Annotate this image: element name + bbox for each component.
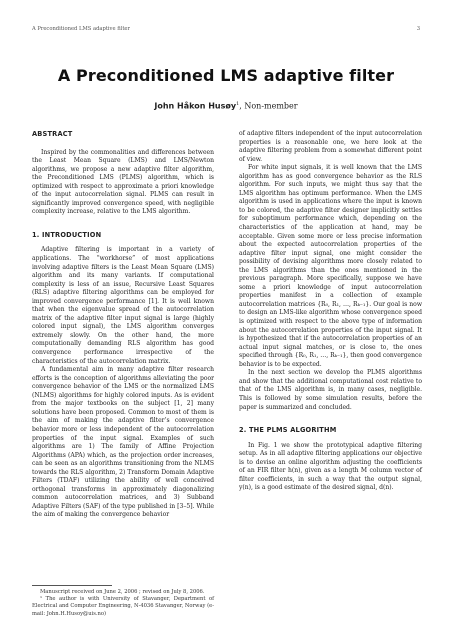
author-line <box>0 101 452 111</box>
running-title: A Preconditioned LMS adaptive filter <box>32 26 130 32</box>
intro-paragraph-4: For white input signals, it is well known that the LMS algorithm has as good convergence behavior as the RLS algorithm. For such inputs, we might thus say that the LMS algorithm has optimum performance. When the LMS algorithm is used in applications where the input is known to be colored, the adaptive filter designer implicitly settles for suboptimum performance which, depending on the characteristics of the application at hand, may be acceptable. Given some more or less precise information about the expected autocorrelation properties of the adaptive filter input signal, one might consider the possibility of devising algorithms more closely related to the LMS algorithms than the ones mentioned in the previous paragraph. More specifically, suppose we have some a priori knowledge of input autocorrelation properties manifest in a collection of example autocorrelation matrices {R₀, R₁, …, Rₖ₋₁}. Our goal is now to design an LMS-like algorithm whose convergence speed is optimized with respect to the above type of information about the autocorrelation properties of the input signal. It is hypothesized that if the autocorrelation properties of an actual input signal matches, or is close to, the ones specified through {R₀, R₁, …, Rₖ₋₁}, then good convergence behavior is to be expected. <box>239 164 422 368</box>
abstract-text: Inspired by the commonalities and differences between the Least Mean Square (LMS) and LMS/Newton algorithms, we propose a new adaptive filter algorithm, the Preconditioned LMS (PLMS) algorithm, which is optimized with respect to approximate a priori knowledge of the input autocorrelation signal. PLMS can result in significantly improved convergence speed, with negligible complexity increase, relative to the LMS algorithm. <box>32 148 214 216</box>
intro-paragraph-2: A fundamental aim in many adaptive filter research efforts is the conception of algorithms alleviating the poor convergence behavior of the LMS or the normalized LMS (NLMS) algorithms for highly colored inputs. As is evident from the major textbooks on the subject [1, 2] many solutions have been proposed. Common to most of them is the aim of making the adaptive filter’s convergence behavior more or less independent of the autocorrelation properties of the input signal. Examples of such algorithms are 1) The family of Affine Projection Algorithms (APA) which, as the projection order increases, can be seen as an algorithms transitioning from the NLMS towards the RLS algorithm, 2) Transform Domain Adaptive Filters (TDAF) utilizing the ability of well conceived orthogonal transforms in approximately diagonalizing common autocorrelation matrices, and 3) Subband Adaptive Filters (SAF) of the type published in [3–5]. While the aim of making the convergence behavior <box>32 366 214 519</box>
section-2-heading: 2. THE PLMS ALGORITHM <box>239 426 337 435</box>
affiliation-note: ¹ The author is with University of Stavanger, Department of Electrical and Computer Engineering, N-4036 Stavanger, Norway (e-mail: John.H.Husoy@uis.no) <box>32 596 214 617</box>
paper-title: A Preconditioned LMS adaptive filter <box>57 66 395 85</box>
intro-paragraph-1: Adaptive filtering is important in a variety of applications. The “workhorse” of most applications involving adaptive filters is the Least Mean Square (LMS) algorithm and its many variants. If computational complexity is less of an issue, Recursive Least Squares (RLS) adaptive filtering algorithms can be employed for improved convergence performance [1]. It is well known that when the eigenvalue spread of the autocorrelation matrix of the adaptive filter input signal is large (highly colored input signal), the LMS algorithm converges extremely slowly. On the other hand, the more computationally demanding RLS algorithm has good convergence performance irrespective of the characteristics of the autocorrelation matrix. <box>32 246 214 365</box>
footnote-rule <box>32 585 112 586</box>
author-footnote-mark: 1 <box>236 101 240 107</box>
intro-paragraph-3: of adaptive filters independent of the input autocorrelation properties is a reasonable one, we here look at the adaptive filtering problem from a somewhat different point of view. <box>239 130 422 163</box>
footnotes <box>32 589 214 618</box>
right-column <box>239 130 422 493</box>
intro-paragraph-5: In the next section we develop the PLMS algorithms and show that the additional computational cost relative to that of the LMS algorithm is, in many cases, negligible. This is followed by some simulation results, before the paper is summarized and concluded. <box>239 369 422 411</box>
section-1-heading: 1. INTRODUCTION <box>32 230 102 239</box>
plms-paragraph-1: In Fig. 1 we show the prototypical adaptive filtering setup. As in all adaptive filtering applications our objective is to devise an online algorithm adjusting the coefficients of an FIR filter h(n), given as a length M column vector of filter coefficients, in such a way that the output signal, y(n), is a good estimate of the desired signal, d(n). <box>239 441 422 492</box>
left-column <box>32 130 214 520</box>
page-number: 3 <box>416 26 420 32</box>
manuscript-note: Manuscript received on June 2, 2006 ; revised on July 8, 2006. <box>40 589 205 595</box>
author-name: John Håkon Husøy <box>154 101 237 111</box>
running-header <box>32 26 420 32</box>
author-membership: , Non-member <box>239 101 298 111</box>
abstract-heading: ABSTRACT <box>32 130 73 138</box>
